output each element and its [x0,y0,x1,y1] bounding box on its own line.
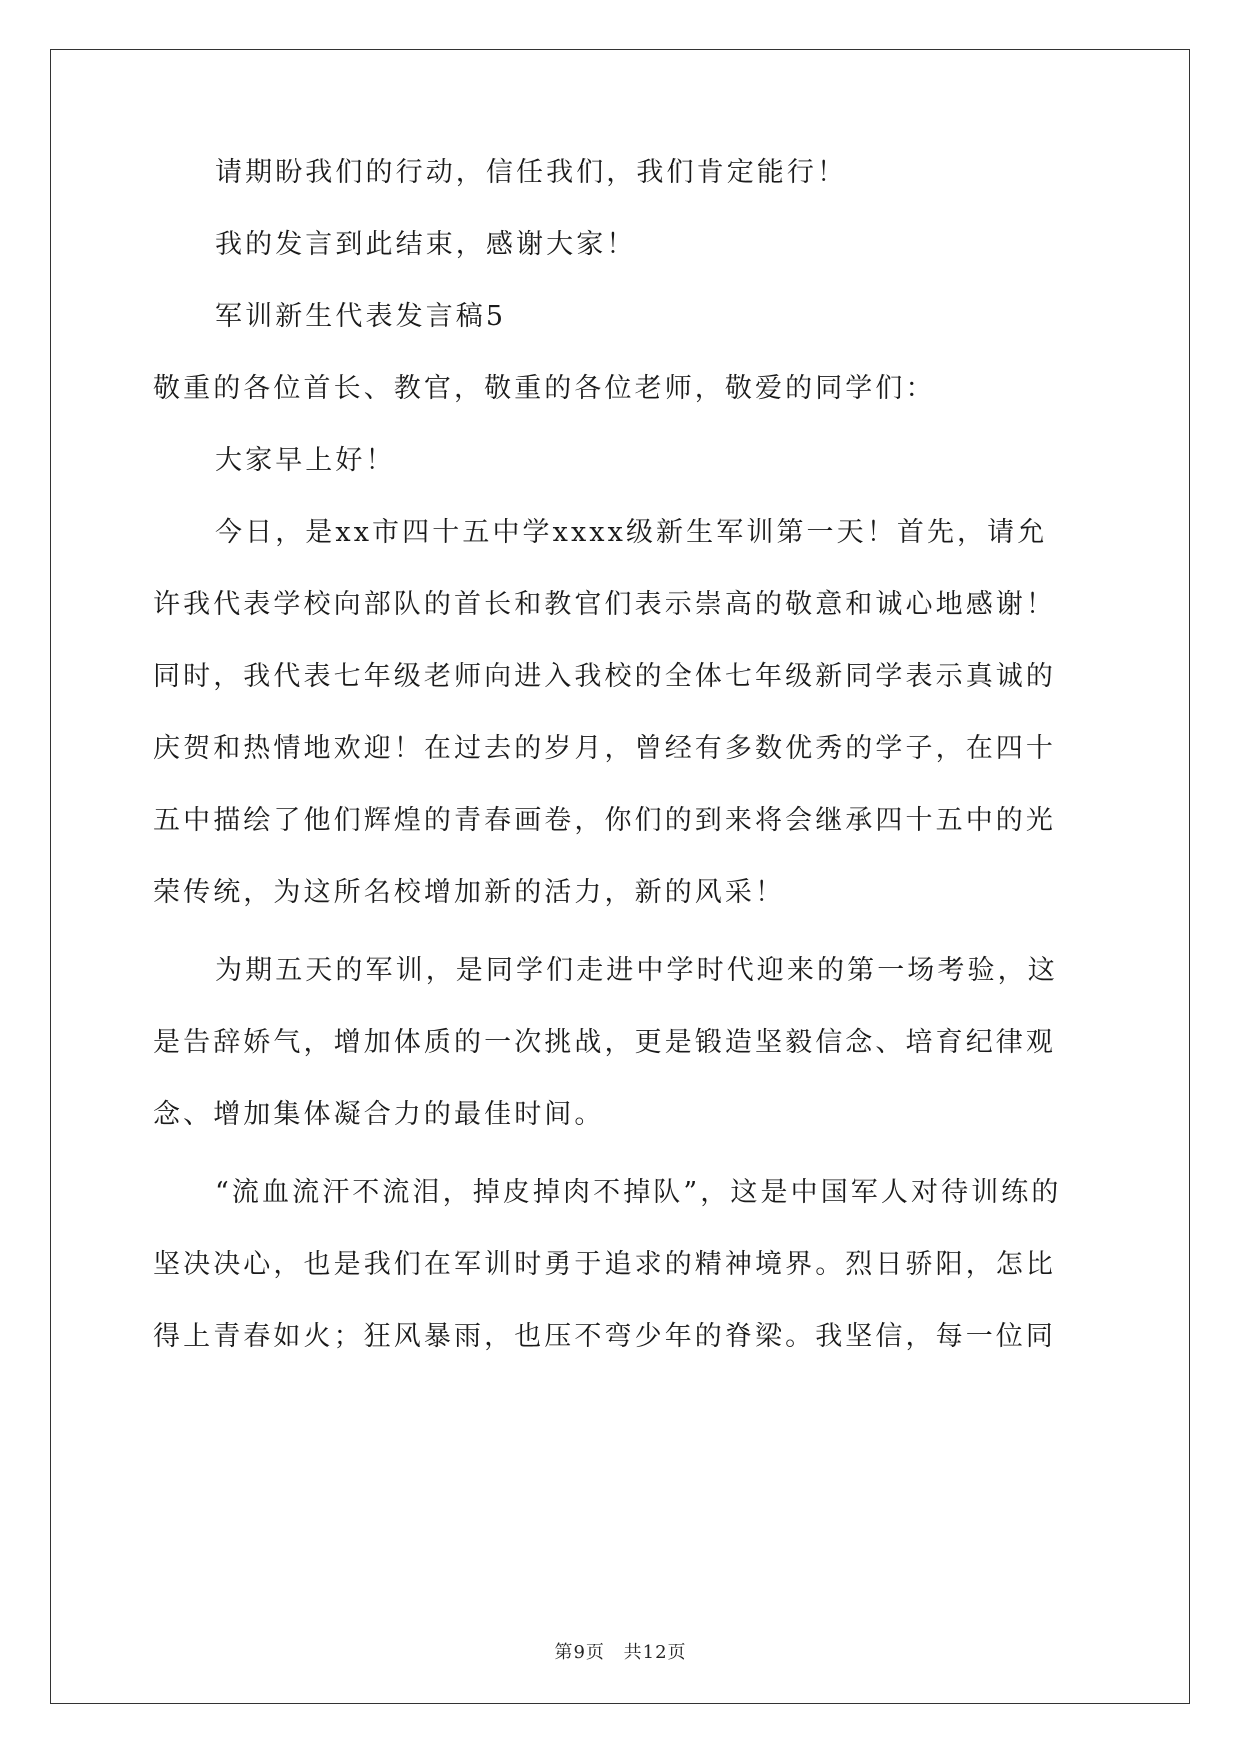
text-line: 同时，我代表七年级老师向进入我校的全体七年级新同学表示真诚的 [153,661,1056,692]
text-line: “流血流汗不流泪，掉皮掉肉不掉队”，这是中国军人对待训练的 [215,1177,1062,1208]
text-line: 五中描绘了他们辉煌的青春画卷，你们的到来将会继承四十五中的光 [153,805,1056,836]
text-line: 请期盼我们的行动，信任我们，我们肯定能行！ [215,157,848,188]
text-line: 是告辞娇气，增加体质的一次挑战，更是锻造坚毅信念、培育纪律观 [153,1027,1056,1058]
text-line: 念、增加集体凝合力的最佳时间。 [153,1099,605,1130]
salutation: 敬重的各位首长、教官，敬重的各位老师，敬爱的同学们： [153,373,936,404]
text-line: 今日，是xx市四十五中学xxxx级新生军训第一天！首先，请允 [215,517,1048,548]
text-line: 许我代表学校向部队的首长和教官们表示崇高的敬意和诚心地感谢！ [153,589,1056,620]
page-footer [0,1638,1241,1664]
text-line: 我的发言到此结束，感谢大家！ [215,229,637,260]
text-line: 得上青春如火；狂风暴雨，也压不弯少年的脊梁。我坚信，每一位同 [153,1321,1056,1352]
text-line: 坚决决心，也是我们在军训时勇于追求的精神境界。烈日骄阳，怎比 [153,1249,1056,1280]
text-line: 荣传统，为这所名校增加新的活力，新的风采！ [153,877,786,908]
page-number: 第9页 [554,1642,605,1663]
page-total: 共12页 [623,1642,687,1663]
section-heading: 军训新生代表发言稿5 [215,301,507,332]
greeting: 大家早上好！ [215,445,396,476]
text-line: 为期五天的军训，是同学们走进中学时代迎来的第一场考验，这 [215,955,1058,986]
text-line: 庆贺和热情地欢迎！在过去的岁月，曾经有多数优秀的学子，在四十 [153,733,1056,764]
